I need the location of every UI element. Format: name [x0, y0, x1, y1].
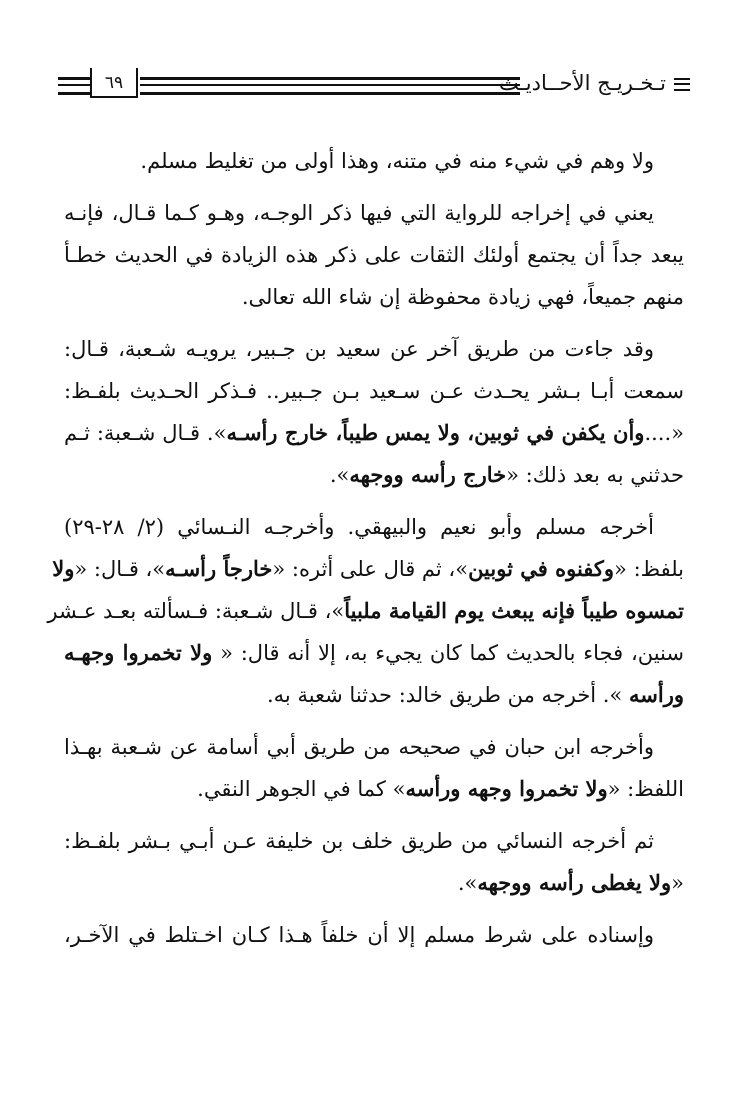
- text-segment: ». قـال شـعبة: ثـم: [64, 421, 227, 445]
- text-line: يعني في إخراجه للرواية التي فيها ذكر الوجـه، وهـو كـما قـال، فإنـه: [64, 201, 654, 225]
- text-line: [64, 674, 684, 716]
- quoted-hadith-text: خارج رأسه ووجهه: [349, 462, 507, 487]
- text-segment: حدثني به بعد ذلك: «: [506, 463, 684, 487]
- text-line: وإسناده على شرط مسلم إلا أن خلفاً هـذا كـان اخـتلط في الآخـر،: [64, 923, 654, 947]
- text-segment: ».: [457, 871, 478, 895]
- text-line: [64, 454, 684, 496]
- page-body: [47, 140, 684, 966]
- text-segment: ».: [329, 463, 350, 487]
- text-line: ثم أخرجه النسائي من طريق خلف بن خليفة عـن أبـي بـشر بلفـظ:: [64, 829, 654, 853]
- title-mark-icon: [674, 78, 690, 91]
- quoted-hadith-text: ورأسه: [629, 682, 684, 707]
- text-line: ولا وهم في شيء منه في متنه، وهذا أولى من تغليط مسلم.: [140, 149, 654, 173]
- quoted-hadith-text: تمسوه طيباً فإنه يبعث يوم القيامة ملبياً: [344, 598, 684, 623]
- text-line: [47, 590, 684, 632]
- text-segment: «: [671, 871, 684, 895]
- text-segment: بلفظ: «: [614, 557, 684, 581]
- quoted-hadith-text: وأن يكفن في ثوبين، ولا يمس طيباً، خارج رأسـه: [226, 420, 645, 445]
- quoted-hadith-text: خارجاً رأسـه: [165, 556, 273, 581]
- quoted-hadith-text: ولا تخمروا وجهه ورأسه: [405, 776, 608, 801]
- paragraph-7: [64, 914, 684, 956]
- paragraph-3: [64, 328, 684, 496]
- paragraph-2: [64, 192, 684, 318]
- running-title-text: تـخـريـج الأحــاديـث: [499, 71, 666, 95]
- quoted-hadith-text: ولا تخمروا وجهـه: [64, 640, 213, 665]
- text-segment: سنين، فجاء بالحديث كما كان يجيء به، إلا أنه قال: «: [212, 641, 684, 665]
- text-segment: اللفظ: «: [607, 777, 684, 801]
- paragraph-1: [64, 140, 684, 182]
- page-number: ٦٩: [90, 68, 138, 98]
- quoted-hadith-text: وكفنوه في ثوبين: [468, 556, 615, 581]
- text-segment: »، قـال شـعبة: فـسألته بعـد عـشر: [47, 599, 345, 623]
- text-line: أخرجه مسلم وأبو نعيم والبيهقي. وأخرجـه النـسائي (٢/ ٢٨-٢٩): [64, 515, 654, 539]
- text-line: [52, 548, 684, 590]
- text-line: [64, 412, 684, 454]
- text-segment: »، قـال: «: [74, 557, 166, 581]
- paragraph-4: [47, 506, 684, 716]
- quoted-hadith-text: ولا: [52, 556, 75, 581]
- text-segment: » كما في الجوهر النقي.: [197, 777, 406, 801]
- text-line: سمعت أبـا بـشر يحـدث عـن سـعيد بـن جـبير.. فـذكر الحـديث بلفـظ:: [64, 379, 684, 403]
- header-rule: [140, 77, 520, 95]
- quote-open: «....: [644, 421, 684, 445]
- text-line: يبعد جداً أن يجتمع أولئك الثقات على ذكر هذه الزيادة في الحديث خطـأ: [64, 243, 684, 267]
- header-rule-left: [58, 77, 90, 95]
- text-line: وقد جاءت من طريق آخر عن سعيد بن جـبير، يرويـه شـعبة، قـال:: [64, 337, 654, 361]
- text-segment: »، ثم قال على أثره: «: [272, 557, 469, 581]
- text-line: [64, 862, 684, 904]
- paragraph-5: [64, 726, 684, 810]
- running-title: [499, 68, 690, 98]
- text-line: منهم جميعاً، فهي زيادة محفوظة إن شاء الله تعالى.: [241, 285, 684, 309]
- text-line: وأخرجه ابن حبان في صحيحه من طريق أبي أسامة عن شـعبة بهـذا: [64, 735, 654, 759]
- page-header: [58, 68, 690, 108]
- quoted-hadith-text: ولا يغطى رأسه ووجهه: [477, 870, 672, 895]
- text-line: [64, 768, 684, 810]
- paragraph-6: [64, 820, 684, 904]
- text-line: [64, 632, 684, 674]
- text-segment: ». أخرجه من طريق خالد: حدثنا شعبة به.: [266, 683, 630, 707]
